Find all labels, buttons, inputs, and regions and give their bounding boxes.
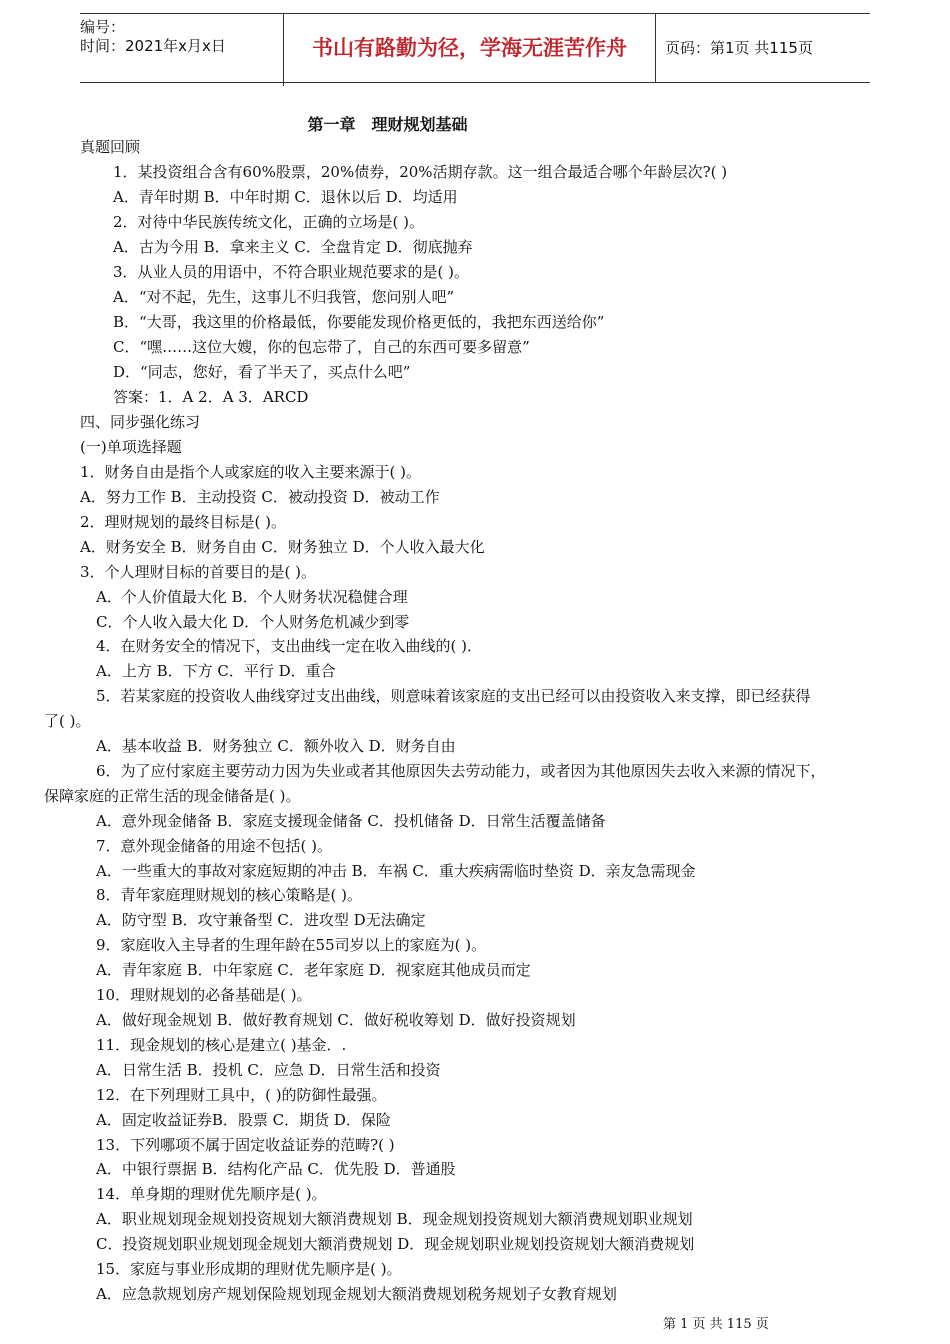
text-line: 3．从业人员的用语中，不符合职业规范要求的是( )。 [113,263,470,281]
question-line: 1．财务自由是指个人或家庭的收入主要来源于( )。 [80,463,422,481]
question-line: 10．理财规划的必备基础是( )。 [96,986,312,1004]
options-line: A．防守型 B．攻守兼备型 C．进攻型 D无法确定 [96,911,426,929]
text-line: A．青年时期 B．中年时期 C．退休以后 D．均适用 [113,188,458,206]
question-line: 13．下列哪项不属于固定收益证券的范畴?( ) [96,1136,395,1154]
subsection-heading: (一)单项选择题 [80,438,182,456]
answer-line: 答案：1．A 2．A 3．ARCD [113,388,309,406]
options-line: A．固定收益证券B．股票 C．期货 D．保险 [96,1111,391,1129]
text-line: C．“嘿……这位大嫂，你的包忘带了，自己的东西可要多留意” [113,338,530,356]
options-line: A．财务安全 B．财务自由 C．财务独立 D．个人收入最大化 [80,538,485,556]
question-line: 15．家庭与事业形成期的理财优先顺序是( )。 [96,1260,402,1278]
options-line: A．意外现金储备 B．家庭支援现金储备 C．投机储备 D．日常生活覆盖储备 [96,812,606,830]
question-line: 12．在下列理财工具中，( )的防御性最强。 [96,1086,387,1104]
options-line: A．应急款规划房产规划保险规划现金规划大额消费规划税务规划子女教育规划 [96,1285,617,1303]
question-line-continued: 保障家庭的正常生活的现金储备是( )。 [44,787,301,805]
header-page-info: 页码：第1页 共115页 [665,39,813,57]
text-line: A．古为今用 B．拿来主义 C．全盘肯定 D．彻底抛弃 [113,238,473,256]
chapter-title: 第一章 理财规划基础 [307,115,468,134]
page-footer: 第 1 页 共 115 页 [663,1317,769,1332]
question-line: 9．家庭收入主导者的生理年龄在55司岁以上的家庭为( )。 [96,936,487,954]
text-line: D．“同志，您好，看了半天了，买点什么吧” [113,363,411,381]
options-line: A．一些重大的事故对家庭短期的冲击 B．车祸 C．重大疾病需临时垫资 D．亲友急需现金 [96,862,696,880]
options-line: C．个人收入最大化 D．个人财务危机减少到零 [96,613,410,631]
options-line: A．努力工作 B．主动投资 C．被动投资 D．被动工作 [80,488,440,506]
question-line: 3．个人理财目标的首要目的是( )。 [80,563,317,581]
options-line: C．投资规划职业规划现金规划大额消费规划 D．现金规划职业规划投资规划大额消费规划 [96,1235,695,1253]
document-time-label: 时间：2021年x月x日 [80,37,226,55]
question-line: 4．在财务安全的情况下，支出曲线一定在收入曲线的( )． [96,637,483,655]
question-line: 6．为了应付家庭主要劳动力因为失业或者其他原因失去劳动能力，或者因为其他原因失去收入来源的情况下， [96,762,826,780]
question-line-continued: 了( )。 [44,712,91,730]
text-line: 1．某投资组合含有60%股票，20%债券，20%活期存款。这一组合最适合哪个年龄层次?( ) [113,163,728,181]
options-line: A．中银行票据 B．结构化产品 C．优先股 D．普通股 [96,1160,456,1178]
text-line: A．“对不起，先生，这事儿不归我管，您问别人吧” [113,288,455,306]
question-line: 7．意外现金储备的用途不包括( )。 [96,837,333,855]
options-line: A．上方 B．下方 C．平行 D．重合 [96,662,336,680]
options-line: A．个人价值最大化 B．个人财务状况稳健合理 [96,588,408,606]
header-motto: 书山有路勤为径，学海无涯苦作舟 [284,14,656,82]
options-line: A．青年家庭 B．中年家庭 C．老年家庭 D．视家庭其他成员而定 [96,961,531,979]
options-line: A．基本收益 B．财务独立 C．额外收入 D．财务自由 [96,737,456,755]
question-line: 8．青年家庭理财规划的核心策略是( )。 [96,886,363,904]
text-line: 2．对待中华民族传统文化，正确的立场是( )。 [113,213,425,231]
options-line: A．职业规划现金规划投资规划大额消费规划 B．现金规划投资规划大额消费规划职业规划 [96,1210,693,1228]
text-line: 真题回顾 [80,138,141,156]
options-line: A．做好现金规划 B．做好教育规划 C．做好税收筹划 D．做好投资规划 [96,1011,576,1029]
text-line: B．“大哥，我这里的价格最低，你要能发现价格更低的，我把东西送给你” [113,313,605,331]
question-line: 14．单身期的理财优先顺序是( )。 [96,1185,327,1203]
header-meta [80,14,284,86]
question-line: 5．若某家庭的投资收人曲线穿过支出曲线，则意味着该家庭的支出已经可以由投资收入来支撑，即已经获得 [96,687,811,705]
document-number-label: 编号： [80,18,126,36]
question-line: 11．现金规划的核心是建立( )基金．. [96,1036,347,1054]
question-line: 2．理财规划的最终目标是( )。 [80,513,287,531]
section-heading: 四、同步强化练习 [80,413,201,431]
page-header [80,13,870,83]
options-line: A．日常生活 B．投机 C．应急 D．日常生活和投资 [96,1061,441,1079]
